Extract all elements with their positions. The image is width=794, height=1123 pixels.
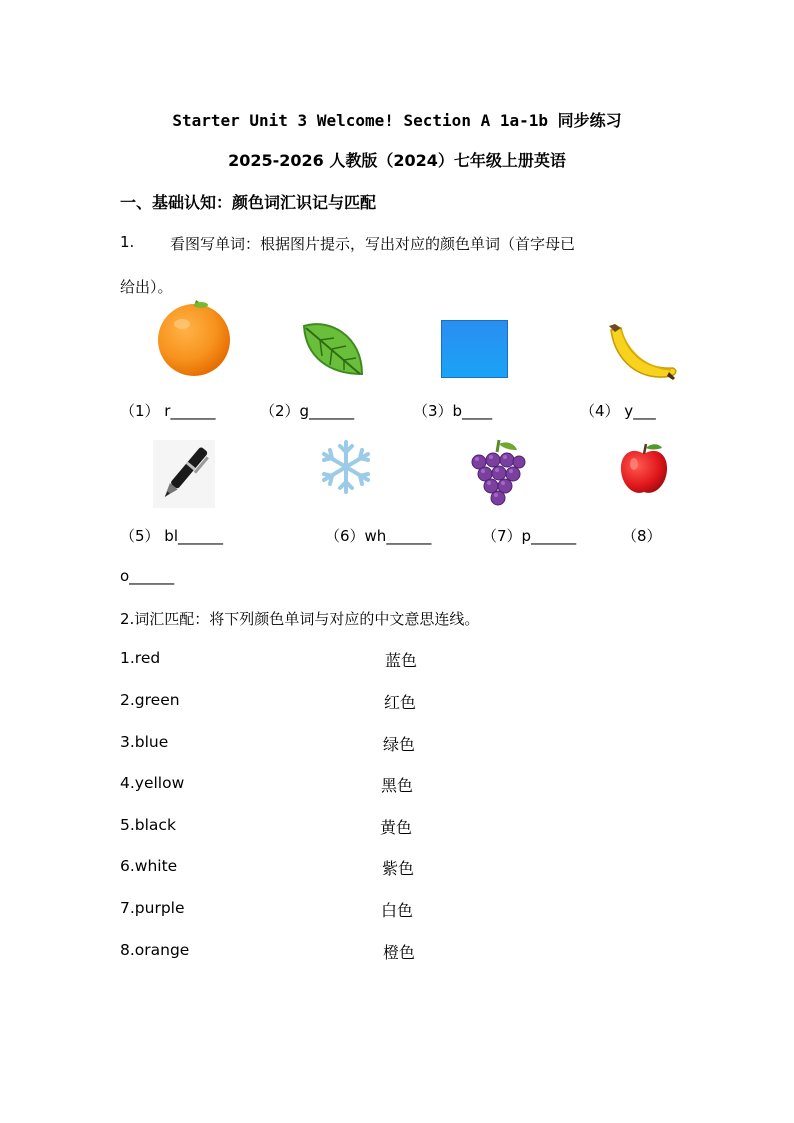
match-meaning-8[interactable]: 橙色 [383,943,416,962]
match-word-2[interactable]: 2.green [120,691,180,709]
orange-icon [155,298,233,378]
snowflake-icon [316,438,376,496]
blank-item-6[interactable]: （6）wh______ [325,527,432,545]
match-meaning-6[interactable]: 紫色 [382,859,415,878]
blank-item-8-answer[interactable]: o______ [120,567,175,585]
blank-item-1[interactable]: （1） r______ [120,402,216,420]
match-word-5[interactable]: 5.black [120,816,176,834]
match-word-3[interactable]: 3.blue [120,733,169,751]
question-2-text: 2.词汇匹配：将下列颜色单词与对应的中文意思连线。 [120,610,480,628]
blank-item-5[interactable]: （5） bl______ [120,527,224,545]
match-meaning-3[interactable]: 绿色 [383,735,416,754]
match-meaning-1[interactable]: 蓝色 [385,651,418,670]
match-meaning-2[interactable]: 红色 [384,693,417,712]
blank-item-3[interactable]: （3）b____ [413,402,493,420]
blank-item-8[interactable]: （8） [622,527,662,545]
match-word-6[interactable]: 6.white [120,857,178,875]
blue-square-icon [441,320,508,378]
apple-icon [618,442,670,496]
match-meaning-4[interactable]: 黑色 [381,776,414,795]
question-text-continued: 给出）。 [120,278,173,296]
section-heading: 一、基础认知：颜色词汇识记与匹配 [120,193,377,212]
pen-icon [153,440,215,508]
blank-item-4[interactable]: （4） y___ [580,402,656,420]
document-title: Starter Unit 3 Welcome! Section A 1a-1b 同步练习 [172,111,622,130]
grapes-icon [467,438,529,512]
match-word-7[interactable]: 7.purple [120,899,185,917]
banana-icon [607,318,679,384]
match-word-4[interactable]: 4.yellow [120,774,185,792]
match-word-8[interactable]: 8.orange [120,941,190,959]
question-text: 看图写单词：根据图片提示，写出对应的颜色单词（首字母已 [170,235,576,253]
blank-item-7[interactable]: （7）p______ [482,527,577,545]
blank-item-2[interactable]: （2）g______ [260,402,355,420]
leaf-icon [300,318,368,380]
question-number: 1. [120,233,135,251]
document-subtitle: 2025-2026 人教版（2024）七年级上册英语 [228,151,566,170]
match-meaning-7[interactable]: 白色 [381,901,414,920]
match-word-1[interactable]: 1.red [120,649,161,667]
match-meaning-5[interactable]: 黄色 [380,818,413,837]
